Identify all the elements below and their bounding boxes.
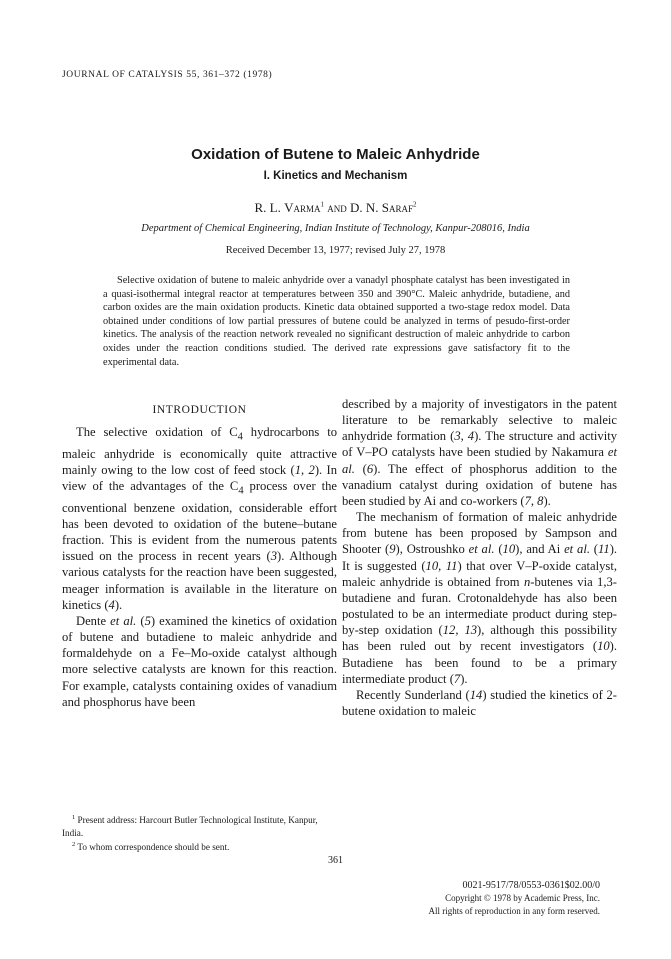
text-run: Dente — [76, 613, 111, 628]
reference: 3, 4 — [454, 429, 475, 444]
copyright-block — [429, 880, 600, 917]
author1-footnote-mark: 1 — [320, 200, 324, 209]
text-run: The selective oxidation of C — [76, 425, 238, 440]
copyright-line: Copyright © 1978 by Academic Press, Inc. — [445, 893, 600, 904]
text-run: ( — [589, 542, 599, 557]
reference: 11 — [598, 542, 610, 557]
text-run: ) examined the kinetics of oxidation of butene and butadiene to maleic anhydride and formaldehyde on a Fe–Mo-oxide catalyst although more selective catalysts are known for this reaction. For example, catalysts containing oxides of vanadium and phosphorus have been — [62, 613, 338, 709]
section-heading: INTRODUCTION — [152, 404, 247, 416]
footnote-2 — [62, 839, 337, 854]
reference: 10 — [597, 639, 610, 654]
rights-line: All rights of reproduction in any form reserved. — [428, 905, 600, 916]
text-run: process over the conventional benzene oxidation, considerable effort has been devoted to oxidation of the butene–butane fraction. This is evident from the numerous patents issued on the process in recent years ( — [62, 479, 337, 564]
text-run: ). Butadiene has been found to be a primary intermediate product ( — [342, 639, 617, 686]
reference: 10, 11 — [425, 558, 458, 573]
price-code: 0021-9517/78/0553-0361$02.00/0 — [462, 880, 600, 891]
article-title: Oxidation of Butene to Maleic Anhydride — [191, 146, 480, 163]
reference: 12, 13 — [442, 623, 478, 638]
reference: 7 — [453, 671, 461, 686]
text-run: described by a majority of investigators in the patent literature to be remarkably selective to maleic anhydride formation ( — [342, 397, 617, 444]
text-run: The mechanism of formation of maleic anhydride from butene has been proposed by Sampson and Shooter ( — [342, 510, 617, 557]
italic-n: n — [523, 574, 531, 589]
footnote-text: To whom correspondence should be sent. — [75, 842, 230, 853]
text-run: ) studied the kinetics of 2-butene oxidation to maleic — [342, 687, 617, 718]
reference: 4 — [108, 597, 115, 612]
subscript: 4 — [237, 431, 243, 443]
author-line — [0, 200, 671, 216]
reference: 1, 2 — [294, 462, 315, 477]
reference: 9 — [389, 542, 396, 557]
footnotes — [62, 812, 337, 854]
journal-header — [62, 70, 272, 80]
body-paragraph-2 — [342, 509, 617, 687]
journal-citation: 55, 361–372 (1978) — [186, 70, 273, 80]
left-column — [62, 402, 337, 710]
et-al: et al. — [110, 613, 137, 628]
text-run: ) that over V–P-oxide catalyst, maleic anhydride is obtained from — [342, 558, 617, 589]
text-run: ). — [460, 671, 468, 686]
author-conjunction: and — [324, 200, 350, 215]
affiliation: Department of Chemical Engineering, Indian Institute of Technology, Kanpur-208016, India — [141, 223, 530, 234]
text-run: ). — [114, 597, 123, 612]
reference: 5 — [144, 613, 151, 628]
received-dates: Received December 13, 1977; revised July 27, 1978 — [225, 245, 446, 256]
author2-initials: D. N. — [350, 200, 382, 215]
article-subtitle: I. Kinetics and Mechanism — [263, 170, 408, 182]
text-run: Recently Sunderland ( — [356, 687, 470, 702]
text-run: ( — [136, 613, 145, 628]
text-run: ). The structure and activity of V–PO catalysts have been studied by Nakamura — [342, 429, 617, 460]
et-al: et al. — [564, 542, 590, 557]
text-run: ), and Ai — [515, 542, 565, 557]
text-run: -butenes via 1,3-butadiene and furan. Crotonaldehyde has also been postulated to be an intermediate product during step-by-step oxidation ( — [342, 574, 617, 638]
page-number: 361 — [328, 855, 343, 866]
author1-initials: R. L. — [254, 200, 285, 215]
reference: 7, 8 — [524, 493, 544, 508]
footnote-mark: 1 — [72, 814, 76, 821]
et-al: et al. — [342, 445, 617, 476]
et-al: et al. — [468, 542, 495, 557]
footnote-text: Present address: Harcourt Butler Technological Institute, Kanpur, India. — [62, 815, 318, 838]
body-paragraph-1 — [342, 396, 617, 509]
reference: 14 — [469, 687, 483, 702]
author2-surname: Saraf — [381, 200, 414, 215]
reference: 6 — [366, 461, 374, 476]
text-run: ). It is suggested ( — [342, 542, 618, 573]
footnote-1 — [62, 812, 337, 839]
text-run: ( — [494, 542, 503, 557]
text-run: ), Ostroushko — [395, 542, 469, 557]
abstract: Selective oxidation of butene to maleic anhydride over a vanadyl phosphate catalyst has been investigated in a quasi-isothermal integral reactor at temperatures between 350 and 390°C. Maleic anhydride, butadiene, and carbon oxides are the main oxidation products. Kinetic data obtained supported a two-stage redox model. Data obtained under conditions of low partial pressures of butene could be analyzed in terms of pesudo-first-order kinetics. The analysis of the reaction network revealed no significant destruction of maleic anhydride to carbon oxides under the reaction conditions studied. The derived rate expressions gave satisfactory fit to the experimental data. — [103, 275, 570, 368]
text-run: ). Although various catalysts for the reaction have been suggested, meager information is available in the literature on kinetics ( — [62, 549, 337, 612]
reference: 10 — [502, 542, 516, 557]
body-paragraph-3 — [342, 687, 617, 719]
intro-paragraph-2 — [62, 613, 337, 710]
text-run: ). The effect of phosphorus addition to the vanadium catalyst during oxidation of butene has been studied by Ai and co-workers ( — [342, 461, 617, 508]
footnote-mark: 2 — [72, 841, 76, 849]
text-run: ). — [543, 493, 551, 508]
journal-name: JOURNAL OF CATALYSIS — [62, 70, 184, 80]
text-run: ( — [354, 461, 367, 476]
author1-surname: Varma — [284, 200, 321, 215]
right-column — [342, 396, 617, 719]
text-run: ), although this possibility has been ruled out by recent investigators ( — [342, 623, 618, 654]
subscript: 4 — [238, 485, 244, 497]
reference: 3 — [270, 549, 278, 564]
intro-paragraph-1 — [62, 424, 337, 613]
text-run: ). In view of the advantages of the C — [62, 462, 337, 494]
text-run: hydrocarbons to maleic anhydride is economically quite attractive mainly owing to the low cost of feed stock ( — [62, 425, 337, 477]
author2-footnote-mark: 2 — [413, 200, 417, 209]
